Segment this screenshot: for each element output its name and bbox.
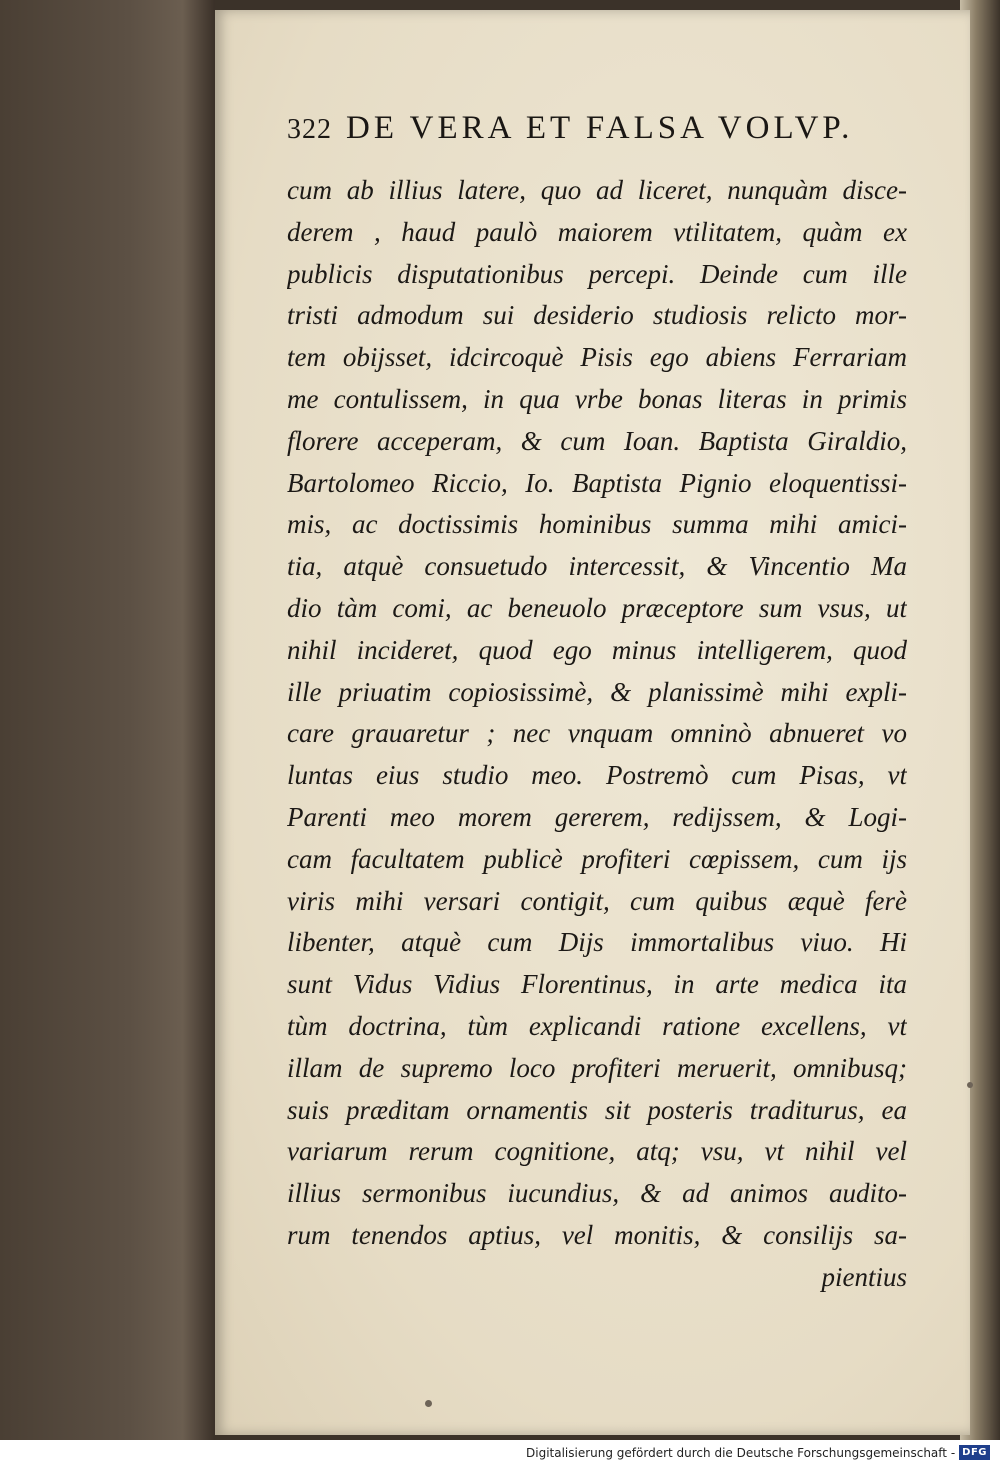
text-line: cam facultatem publicè profiteri cœpissem, cum ijs: [287, 843, 907, 874]
running-head-title: DE VERA ET FALSA VOLVP.: [346, 110, 854, 146]
text-line: illam de supremo loco profiteri meruerit, omnibusq;: [287, 1052, 907, 1083]
digitization-footer: [0, 1440, 1000, 1465]
text-line: libenter, atquè cum Dijs immortalibus viuo. Hi: [287, 927, 907, 958]
text-line: tem obijsset, idcircoquè Pisis ego abiens Ferrariam: [287, 342, 907, 373]
ink-speck: [425, 1400, 432, 1407]
text-line: Bartolomeo Riccio, Io. Baptista Pignio eloquentissi-: [287, 467, 907, 498]
text-line: suis præditam ornamentis sit posteris traditurus, ea: [287, 1094, 907, 1125]
text-line: publicis disputationibus percepi. Deinde cum ille: [287, 258, 907, 289]
book-page: [215, 10, 970, 1435]
text-line: tùm doctrina, tùm explicandi ratione excellens, vt: [287, 1010, 907, 1041]
text-line: tia, atquè consuetudo intercessit, & Vincentio Ma: [287, 551, 907, 582]
text-line: me contulissem, in qua vrbe bonas literas in primis: [287, 383, 907, 414]
book-binding-edge: [0, 0, 215, 1440]
text-line: luntas eius studio meo. Postremò cum Pisas, vt: [287, 760, 907, 791]
text-line: pientius: [821, 1261, 907, 1292]
text-line: care grauaretur ; nec vnquam omninò abnueret vo: [287, 718, 907, 749]
text-line: viris mihi versari contigit, cum quibus æquè ferè: [287, 885, 907, 916]
text-line: Parenti meo morem gererem, redijssem, & Logi-: [287, 801, 907, 832]
text-line: ille priuatim copiosissimè, & planissimè mihi expli-: [287, 676, 907, 707]
text-line: florere acceperam, & cum Ioan. Baptista Giraldio,: [287, 425, 907, 456]
dfg-logo: DFG: [959, 1445, 990, 1460]
text-line: nihil incideret, quod ego minus intelligerem, quod: [287, 634, 907, 665]
running-head: [287, 110, 907, 154]
text-line: rum tenendos aptius, vel monitis, & consilijs sa-: [287, 1219, 907, 1250]
page-number: 322: [287, 114, 332, 145]
text-line: cum ab illius latere, quo ad liceret, nunquàm disce-: [287, 175, 907, 205]
text-line: sunt Vidus Vidius Florentinus, in arte medica ita: [287, 969, 907, 1000]
ink-speck: [967, 1082, 973, 1088]
text-line: tristi admodum sui desiderio studiosis relicto mor-: [287, 300, 907, 331]
text-line: variarum rerum cognitione, atq; vsu, vt nihil vel: [287, 1136, 907, 1167]
text-line: derem , haud paulò maiorem vtilitatem, quàm ex: [287, 216, 907, 247]
text-line: dio tàm comi, ac beneuolo præceptore sum vsus, ut: [287, 592, 907, 623]
funding-credit: Digitalisierung gefördert durch die Deutsche Forschungsgemeinschaft -: [526, 1445, 956, 1460]
text-line: illius sermonibus iucundius, & ad animos audito-: [287, 1178, 907, 1209]
text-line: mis, ac doctissimis hominibus summa mihi amici-: [287, 509, 907, 540]
body-text: [287, 170, 907, 1299]
